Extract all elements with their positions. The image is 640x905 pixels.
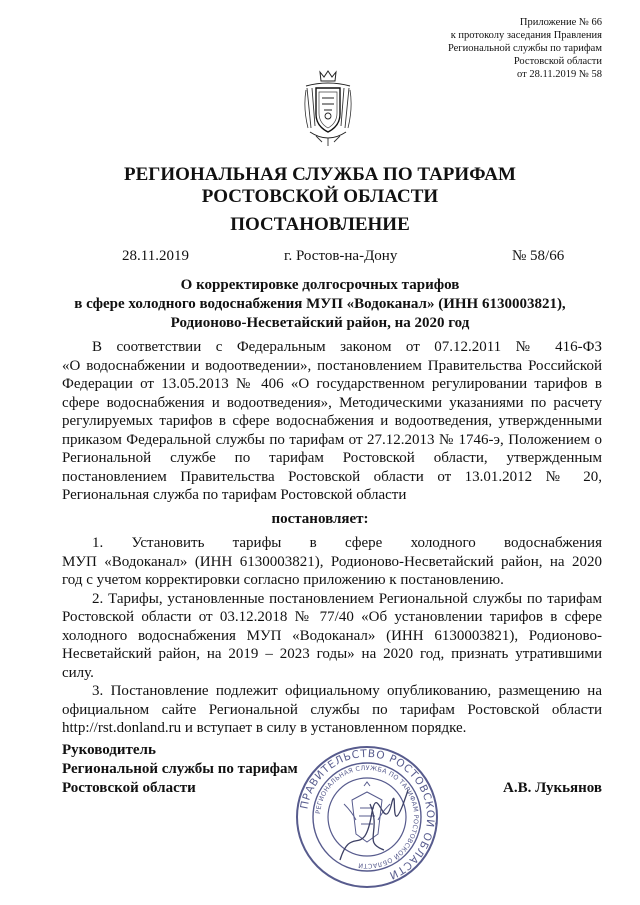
point-line: холодного водоснабжения МУП «Водоканал» (ИНН 6130003821), Родионово- [62, 627, 602, 644]
annex-note [448, 16, 602, 81]
signatory-position-line: Руководитель [62, 742, 156, 758]
preamble-line: В соответствии с Федеральным законом от 07.12.2011 № 416-ФЗ [92, 339, 602, 355]
preamble-line: приказом Федеральной службы по тарифам от 27.12.2013 № 1746-э, Положением о [62, 431, 602, 448]
preamble-line: Региональная служба по тарифам Ростовской области [62, 487, 407, 503]
annex-line: Приложение № 66 [519, 17, 602, 28]
point-line: 1. Установить тарифы в сфере холодного водоснабжения [92, 535, 602, 551]
signatory-position-line: Региональной службы по тарифам [62, 761, 298, 777]
point-line: год с учетом корректировки согласно приложению к постановлению. [62, 572, 504, 588]
document-date: 28.11.2019 [122, 248, 189, 264]
preamble-line: Региональной службе по тарифам Ростовской области, утвержденным [62, 450, 602, 466]
preamble-paragraph [62, 338, 602, 505]
preamble-line: Федерации от 13.05.2013 № 406 «О государственном регулировании тарифов в [62, 376, 602, 392]
point-line: 3. Постановление подлежит официальному опубликованию, размещению на [92, 683, 602, 699]
seal-outer-text: ПРАВИТЕЛЬСТВО РОСТОВСКОЙ ОБЛАСТИ [298, 747, 437, 882]
seal-middle-ring [313, 763, 421, 871]
official-seal [292, 742, 442, 892]
resolution-point-3 [62, 682, 602, 738]
preamble-line: постановлением Правительства Ростовской области от 13.01.2012 № 20, [62, 468, 602, 485]
resolution-point-2 [62, 590, 602, 683]
subject-line: О корректировке долгосрочных тарифов [180, 277, 460, 293]
subject-line: Родионово-Несветайский район, на 2020 год [170, 315, 470, 331]
document-type-heading: ПОСТАНОВЛЕНИЕ [230, 214, 410, 235]
decree-word: постановляет: [271, 511, 369, 527]
preamble-line: «О водоснабжении и водоотведении», постановлением Правительства Российской [62, 357, 602, 374]
seal-inner-ring [328, 778, 406, 856]
annex-line: от 28.11.2019 № 58 [517, 69, 602, 80]
subject-line: в сфере холодного водоснабжения МУП «Водоканал» (ИНН 6130003821), [74, 296, 566, 312]
document-number: № 58/66 [512, 248, 565, 264]
organization-title-line: РЕГИОНАЛЬНАЯ СЛУЖБА ПО ТАРИФАМ [124, 164, 516, 185]
annex-line: Региональной службы по тарифам [447, 43, 602, 54]
preamble-line: регулируемых тарифов в сфере водоснабжения и водоотведения, утвержденными [62, 413, 602, 429]
document-subject [0, 276, 640, 333]
signatory-position [62, 741, 298, 798]
coat-of-arms-emblem [302, 68, 354, 148]
point-line: официальном сайте Региональной службы по тарифам Ростовской области [62, 701, 602, 718]
signatory-position-line: Ростовской области [62, 780, 196, 796]
annex-line: Ростовской области [513, 56, 602, 67]
resolution-points [62, 534, 602, 738]
organization-title [0, 164, 640, 208]
signatory-name: А.В. Лукьянов [503, 780, 602, 796]
document-place: г. Ростов-на-Дону [284, 248, 398, 264]
point-line: силу. [62, 664, 94, 681]
point-line: МУП «Водоканал» (ИНН 6130003821), Родионово-Несветайский район, на 2020 [62, 553, 602, 570]
point-line: http://rst.donland.ru и вступает в силу в установленном порядке. [62, 720, 467, 736]
point-line: 2. Тарифы, установленные постановлением Региональной службы по тарифам [92, 590, 602, 607]
seal-inner-text: РЕГИОНАЛЬНАЯ СЛУЖБА ПО ТАРИФАМ РОСТОВСКОЙ ОБЛАСТИ [314, 763, 421, 871]
preamble-line: сфере водоснабжения и водоотведения», Методическими указаниями по расчету [62, 394, 602, 411]
organization-title-line: РОСТОВСКОЙ ОБЛАСТИ [201, 186, 439, 207]
handwritten-signature [340, 790, 408, 860]
point-line: Ростовской области от 03.12.2018 № 77/40 «Об установлении тарифов в сфере [62, 609, 602, 625]
point-line: Несветайский район, на 2019 – 2023 годы» на 2020 год, признать утратившими [62, 646, 602, 662]
resolution-point-1 [62, 534, 602, 590]
annex-line: к протоколу заседания Правления [450, 30, 602, 41]
